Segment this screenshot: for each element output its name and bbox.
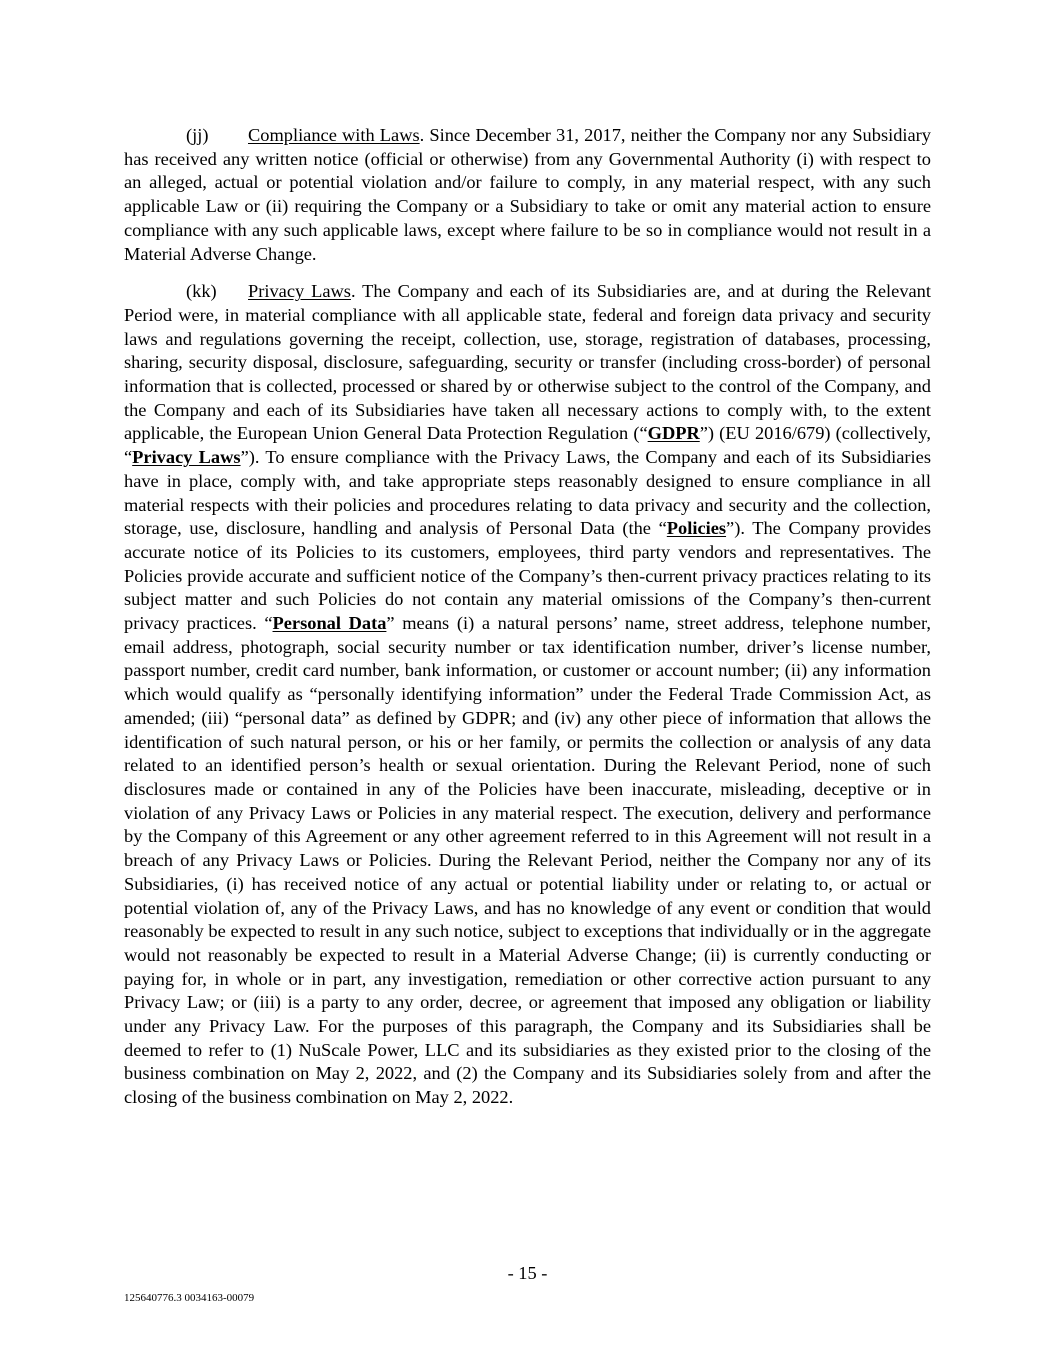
section-kk <box>124 280 931 1110</box>
section-jj-heading: Compliance with Laws <box>248 125 420 145</box>
defined-term-gdpr: GDPR <box>647 423 700 444</box>
defined-term-policies: Policies <box>666 518 727 539</box>
section-jj <box>124 124 931 266</box>
section-kk-text-3: ”). To ensure compliance with the Privacy Laws, the Company and each of its Subsidiaries have in place, comply with, and take appropriate steps reasonably designed to ensure compliance in all material respects with their policies and procedures relating to data privacy and security and the collection, storage, use, disclosure, handling and analysis of Personal Data (the “ <box>124 447 931 539</box>
page-number: - 15 - <box>507 1263 548 1283</box>
section-kk-label: (kk) <box>186 281 217 302</box>
section-kk-text-2: ”) (EU 2016/679) (collectively, “ <box>124 423 931 468</box>
section-kk-text-5: ” means (i) a natural persons’ name, street address, telephone number, email address, photograph, social security number or tax identification number, driver’s license number, passport number, credit card number, bank information, or customer or account number; (ii) any information which would qualify as “personally identifying information” under the Federal Trade Commission Act, as amended; (iii) “personal data” as defined by GDPR; and (iv) any other piece of information that allows the identification of such natural person, or his or her family, or permits the collection or analysis of any data related to an identified person’s health or sexual orientation. During the Relevant Period, none of such disclosures made or contained in any of the Policies have been inaccurate, misleading, deceptive or in violation of any Privacy Laws or Policies in any material respect. The execution, delivery and performance by the Company of this Agreement or any other agreement referred to in this Agreement will not result in a breach of any Privacy Laws or Policies. During the Relevant Period, neither the Company nor any of its Subsidiaries, (i) has received notice of any actual or potential liability under or relating to, or actual or potential violation of, any of the Privacy Laws, and has no knowledge of any event or condition that would reasonably be expected to result in any such notice, subject to exceptions that individually or in the aggregate would not reasonably be expected to result in a Material Adverse Change; (ii) is currently conducting or paying for, in whole or in part, any investigation, remediation or other corrective action pursuant to any Privacy Law; or (iii) is a party to any order, decree, or agreement that imposed any obligation or liability under any Privacy Law. For the purposes of this paragraph, the Company and its Subsidiaries shall be deemed to refer to (1) NuScale Power, LLC and its subsidiaries as they existed prior to the closing of the business combination on May 2, 2022, and (2) the Company and its Subsidiaries solely from and after the closing of the business combination on May 2, 2022. <box>124 613 931 1108</box>
section-jj-label: (jj) <box>186 125 209 145</box>
document-id: 125640776.3 0034163-00079 <box>124 1292 255 1304</box>
section-kk-text-4: ”). The Company provides accurate notice of its Policies to its customers, employees, third party vendors and representatives. The Policies provide accurate and sufficient notice of the Company’s then-current privacy practices relating to its subject matter and such Policies do not contain any material omissions of the Company’s then-current privacy practices. “ <box>124 518 931 634</box>
defined-term-privacy-laws: Privacy Laws <box>132 447 241 468</box>
section-jj-body: . Since December 31, 2017, neither the Company nor any Subsidiary has received any written notice (official or otherwise) from any Governmental Authority (i) with respect to an alleged, actual or potential violation and/or failure to comply, in any material respect, with any such applicable Law or (ii) requiring the Company or a Subsidiary to take or omit any material action to ensure compliance with any such applicable laws, except where failure to be so in compliance would not result in a Material Adverse Change. <box>124 125 931 264</box>
section-kk-heading: Privacy Laws <box>248 281 351 302</box>
section-kk-text-1: . The Company and each of its Subsidiaries are, and at during the Relevant Period were, in material compliance with all applicable state, federal and foreign data privacy and security laws and regulations governing the receipt, collection, use, storage, registration of databases, processing, sharing, security disposal, disclosure, safeguarding, security or transfer (including cross-border) of personal information that is collected, processed or shared by or otherwise subject to the control of the Company, and the Company and each of its Subsidiaries have taken all necessary actions to comply with, to the extent applicable, the European Union General Data Protection Regulation (“ <box>124 281 931 444</box>
document-body <box>124 124 931 1124</box>
defined-term-personal-data: Personal Data <box>272 613 387 634</box>
